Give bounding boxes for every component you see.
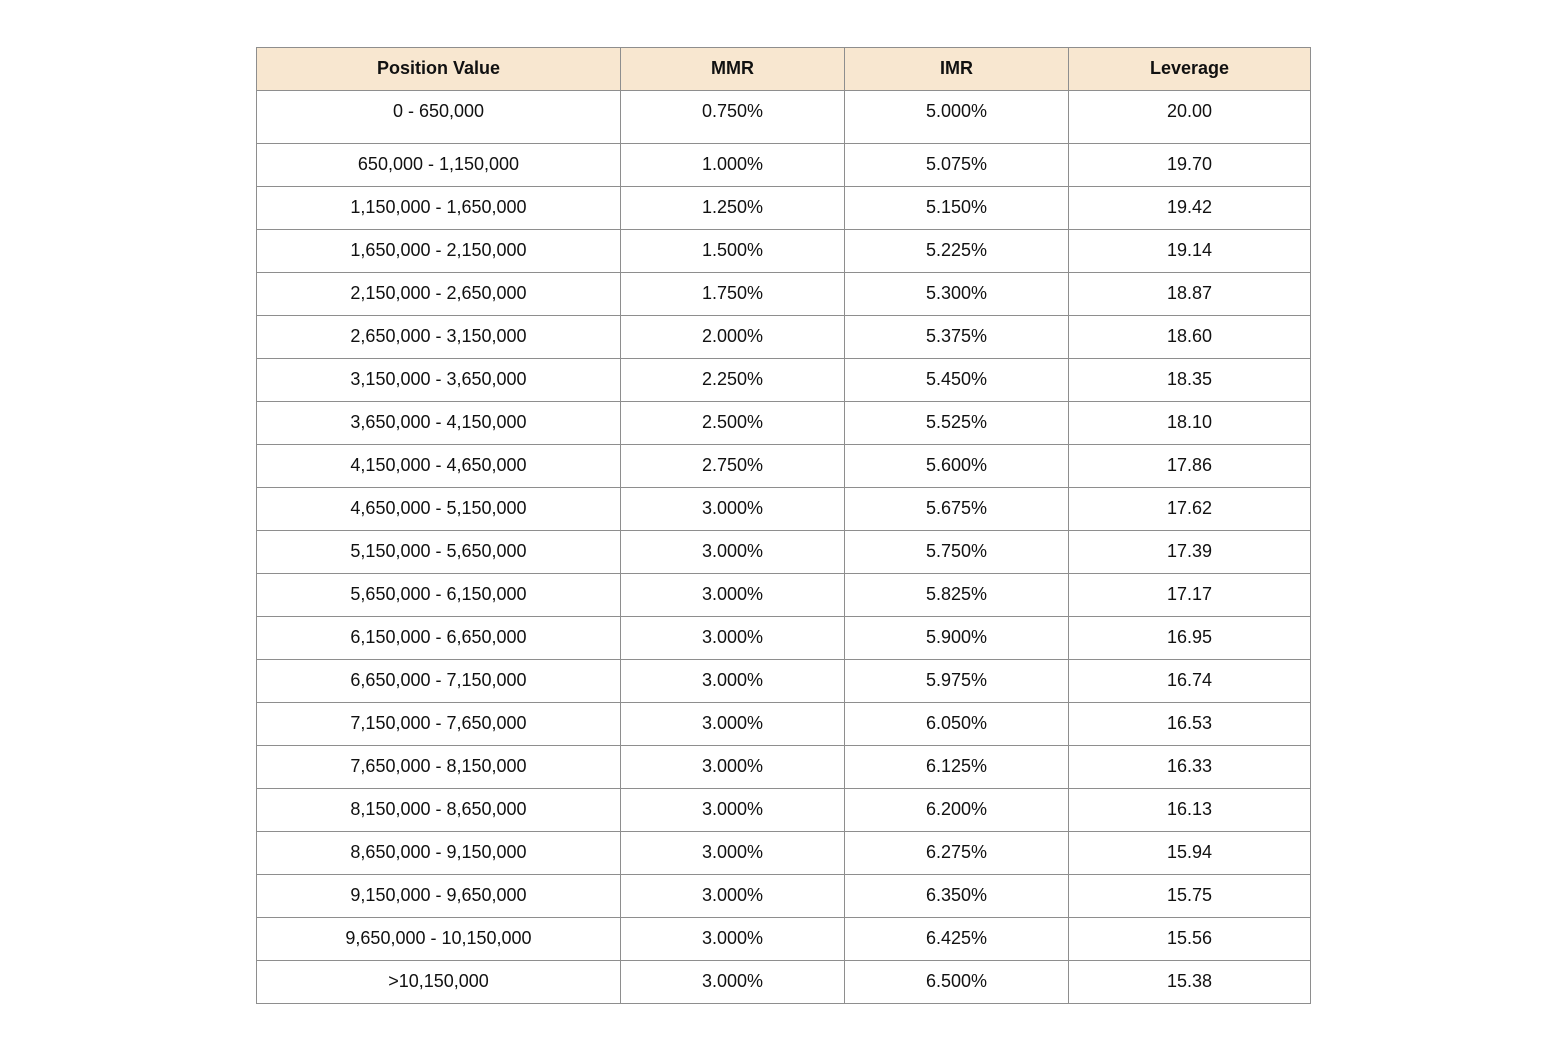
table-row	[257, 617, 1311, 660]
table-row	[257, 789, 1311, 832]
cell-position-value: 4,650,000 - 5,150,000	[257, 488, 621, 531]
cell-position-value: 3,650,000 - 4,150,000	[257, 402, 621, 445]
cell-leverage: 19.70	[1069, 144, 1311, 187]
margin-tier-table-container	[256, 47, 1310, 1004]
cell-leverage: 17.62	[1069, 488, 1311, 531]
table-row	[257, 531, 1311, 574]
cell-mmr: 2.250%	[621, 359, 845, 402]
table-row	[257, 660, 1311, 703]
cell-mmr: 3.000%	[621, 961, 845, 1004]
cell-mmr: 3.000%	[621, 660, 845, 703]
cell-mmr: 3.000%	[621, 918, 845, 961]
cell-imr: 5.525%	[845, 402, 1069, 445]
table-row	[257, 961, 1311, 1004]
cell-position-value: 5,650,000 - 6,150,000	[257, 574, 621, 617]
cell-imr: 5.975%	[845, 660, 1069, 703]
cell-mmr: 3.000%	[621, 875, 845, 918]
cell-imr: 6.500%	[845, 961, 1069, 1004]
cell-mmr: 2.750%	[621, 445, 845, 488]
cell-position-value: 5,150,000 - 5,650,000	[257, 531, 621, 574]
cell-leverage: 16.53	[1069, 703, 1311, 746]
cell-mmr: 3.000%	[621, 574, 845, 617]
cell-position-value: 0 - 650,000	[257, 91, 621, 144]
cell-imr: 6.350%	[845, 875, 1069, 918]
cell-mmr: 2.500%	[621, 402, 845, 445]
cell-mmr: 2.000%	[621, 316, 845, 359]
table-row	[257, 703, 1311, 746]
column-header-position-value: Position Value	[257, 48, 621, 91]
cell-imr: 6.125%	[845, 746, 1069, 789]
cell-imr: 5.225%	[845, 230, 1069, 273]
cell-leverage: 18.35	[1069, 359, 1311, 402]
cell-imr: 6.050%	[845, 703, 1069, 746]
cell-position-value: 9,650,000 - 10,150,000	[257, 918, 621, 961]
cell-position-value: 7,650,000 - 8,150,000	[257, 746, 621, 789]
cell-position-value: 8,150,000 - 8,650,000	[257, 789, 621, 832]
table-row	[257, 574, 1311, 617]
cell-mmr: 3.000%	[621, 746, 845, 789]
cell-mmr: 1.250%	[621, 187, 845, 230]
cell-imr: 6.275%	[845, 832, 1069, 875]
cell-leverage: 18.60	[1069, 316, 1311, 359]
cell-leverage: 18.10	[1069, 402, 1311, 445]
cell-position-value: 8,650,000 - 9,150,000	[257, 832, 621, 875]
table-row	[257, 875, 1311, 918]
cell-leverage: 15.75	[1069, 875, 1311, 918]
cell-imr: 5.000%	[845, 91, 1069, 144]
cell-position-value: 9,150,000 - 9,650,000	[257, 875, 621, 918]
cell-mmr: 3.000%	[621, 617, 845, 660]
column-header-mmr: MMR	[621, 48, 845, 91]
cell-imr: 5.075%	[845, 144, 1069, 187]
cell-position-value: 3,150,000 - 3,650,000	[257, 359, 621, 402]
cell-leverage: 20.00	[1069, 91, 1311, 144]
table-row	[257, 144, 1311, 187]
cell-leverage: 15.94	[1069, 832, 1311, 875]
cell-position-value: 6,650,000 - 7,150,000	[257, 660, 621, 703]
cell-position-value: 2,650,000 - 3,150,000	[257, 316, 621, 359]
table-row	[257, 359, 1311, 402]
column-header-leverage: Leverage	[1069, 48, 1311, 91]
table-row	[257, 91, 1311, 144]
cell-position-value: >10,150,000	[257, 961, 621, 1004]
cell-imr: 5.900%	[845, 617, 1069, 660]
column-header-imr: IMR	[845, 48, 1069, 91]
table-row	[257, 832, 1311, 875]
cell-imr: 6.425%	[845, 918, 1069, 961]
table-header-row	[257, 48, 1311, 91]
cell-imr: 5.375%	[845, 316, 1069, 359]
cell-imr: 5.600%	[845, 445, 1069, 488]
cell-mmr: 0.750%	[621, 91, 845, 144]
cell-position-value: 1,650,000 - 2,150,000	[257, 230, 621, 273]
cell-leverage: 16.74	[1069, 660, 1311, 703]
cell-leverage: 15.38	[1069, 961, 1311, 1004]
cell-leverage: 16.95	[1069, 617, 1311, 660]
table-row	[257, 187, 1311, 230]
cell-position-value: 650,000 - 1,150,000	[257, 144, 621, 187]
cell-mmr: 3.000%	[621, 789, 845, 832]
cell-leverage: 15.56	[1069, 918, 1311, 961]
cell-position-value: 1,150,000 - 1,650,000	[257, 187, 621, 230]
cell-position-value: 6,150,000 - 6,650,000	[257, 617, 621, 660]
cell-leverage: 16.13	[1069, 789, 1311, 832]
cell-mmr: 1.500%	[621, 230, 845, 273]
cell-mmr: 1.750%	[621, 273, 845, 316]
table-row	[257, 402, 1311, 445]
cell-imr: 5.150%	[845, 187, 1069, 230]
cell-leverage: 18.87	[1069, 273, 1311, 316]
cell-imr: 5.450%	[845, 359, 1069, 402]
table-row	[257, 918, 1311, 961]
cell-leverage: 19.42	[1069, 187, 1311, 230]
cell-mmr: 1.000%	[621, 144, 845, 187]
cell-leverage: 16.33	[1069, 746, 1311, 789]
table-row	[257, 445, 1311, 488]
cell-mmr: 3.000%	[621, 531, 845, 574]
cell-imr: 5.300%	[845, 273, 1069, 316]
cell-position-value: 4,150,000 - 4,650,000	[257, 445, 621, 488]
cell-imr: 5.825%	[845, 574, 1069, 617]
margin-tier-table	[256, 47, 1311, 1004]
cell-position-value: 7,150,000 - 7,650,000	[257, 703, 621, 746]
cell-leverage: 17.86	[1069, 445, 1311, 488]
table-row	[257, 316, 1311, 359]
table-row	[257, 273, 1311, 316]
cell-leverage: 17.17	[1069, 574, 1311, 617]
cell-leverage: 17.39	[1069, 531, 1311, 574]
cell-imr: 5.675%	[845, 488, 1069, 531]
cell-imr: 5.750%	[845, 531, 1069, 574]
cell-leverage: 19.14	[1069, 230, 1311, 273]
cell-mmr: 3.000%	[621, 703, 845, 746]
table-row	[257, 488, 1311, 531]
cell-imr: 6.200%	[845, 789, 1069, 832]
table-row	[257, 230, 1311, 273]
table-row	[257, 746, 1311, 789]
table-body	[257, 91, 1311, 1004]
cell-position-value: 2,150,000 - 2,650,000	[257, 273, 621, 316]
cell-mmr: 3.000%	[621, 488, 845, 531]
cell-mmr: 3.000%	[621, 832, 845, 875]
